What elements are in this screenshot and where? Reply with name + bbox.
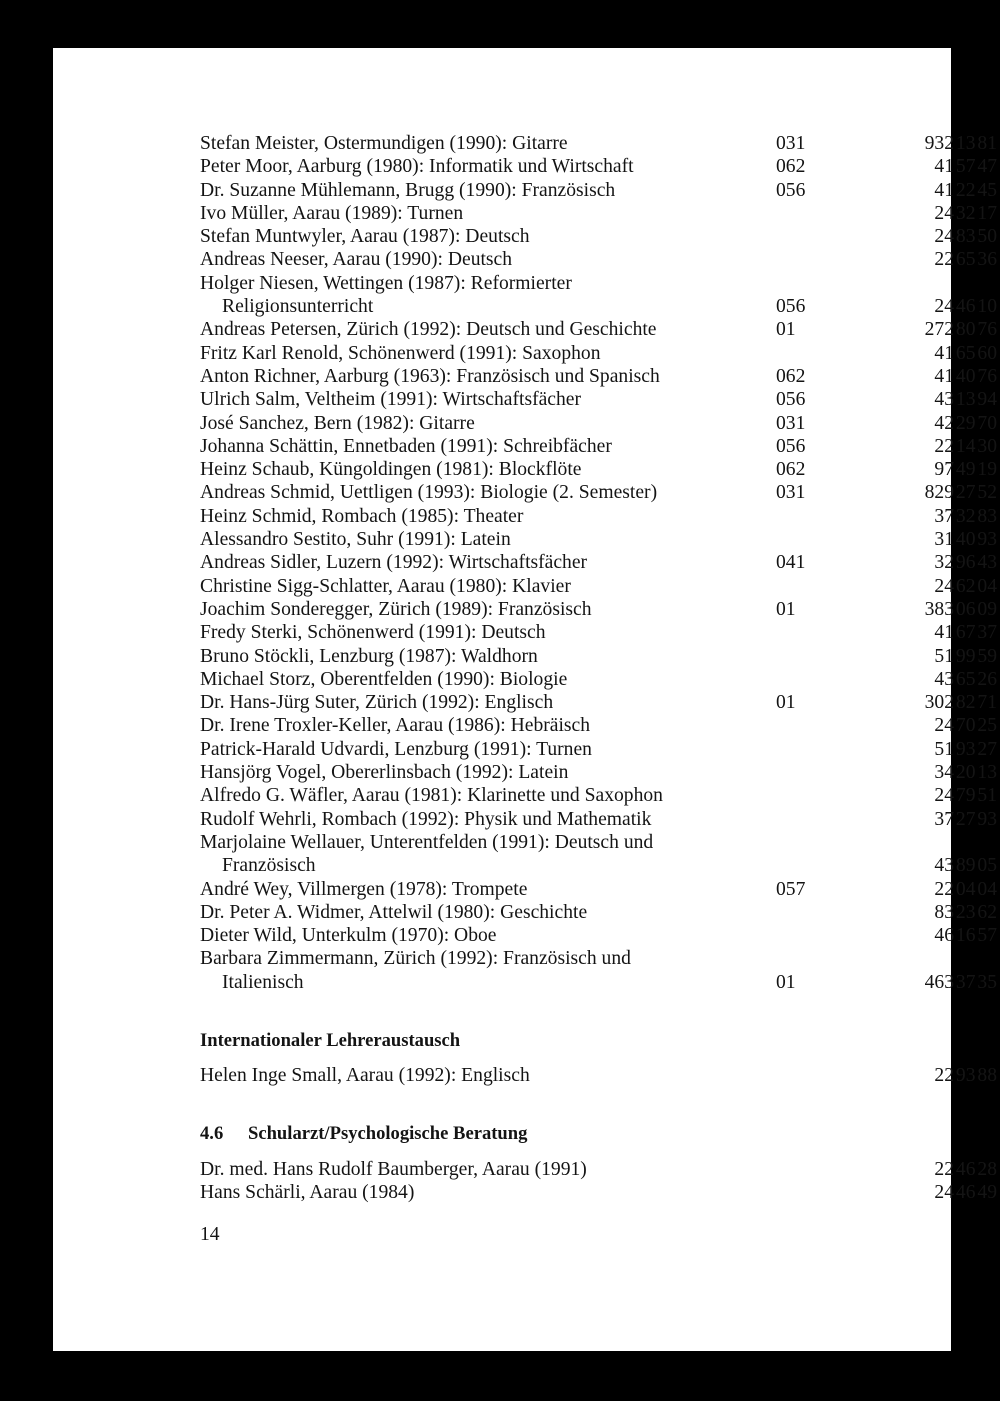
entry-text: Dr. Hans-Jürg Suter, Zürich (1992): Englisch	[200, 692, 554, 714]
entry-text: Holger Niesen, Wettingen (1987): Reformierter	[200, 272, 572, 294]
entry-text: Dr. Irene Troxler-Keller, Aarau (1986): Hebräisch	[200, 715, 591, 737]
entry-text: Alessandro Sestito, Suhr (1991): Latein	[200, 529, 511, 551]
phone-number: 383 06 09	[924, 598, 997, 620]
area-code: 031	[776, 133, 806, 154]
list-item	[200, 342, 997, 365]
phone-number: 24 62 04	[934, 575, 997, 597]
entry-text: Andreas Petersen, Zürich (1992): Deutsch und Geschichte	[200, 319, 657, 341]
phone-number: 22 04 04	[934, 878, 997, 900]
exchange-list	[200, 1064, 997, 1087]
area-code: 01	[776, 598, 796, 620]
entry-text: Stefan Meister, Ostermundigen (1990): Gitarre	[200, 133, 568, 154]
entry-text: Rudolf Wehrli, Rombach (1992): Physik und Mathematik	[200, 808, 652, 830]
list-item	[200, 691, 997, 714]
list-item	[200, 831, 900, 854]
entry-text: Hansjörg Vogel, Obererlinsbach (1992): Latein	[200, 762, 569, 784]
list-item	[200, 412, 997, 435]
phone-number: 83 23 62	[934, 901, 997, 923]
entry-text: Heinz Schmid, Rombach (1985): Theater	[200, 505, 524, 527]
phone-number: 51 93 27	[934, 738, 997, 760]
list-item	[200, 435, 997, 458]
phone-number: 22 65 36	[934, 249, 997, 271]
entry-text: Fredy Sterki, Schönenwerd (1991): Deutsch	[200, 622, 546, 644]
list-item	[200, 388, 997, 411]
phone-number: 24 70 25	[934, 715, 997, 737]
list-item	[200, 668, 997, 691]
entry-text: Johanna Schättin, Ennetbaden (1991): Schreibfächer	[200, 435, 612, 457]
phone-number: 829 27 52	[924, 482, 997, 504]
phone-number: 43 89 05	[934, 855, 997, 877]
phone-number: 302 82 71	[924, 692, 997, 714]
entry-text: Dr. Peter A. Widmer, Attelwil (1980): Geschichte	[200, 901, 588, 923]
list-item	[200, 505, 997, 528]
phone-number: 41 57 47	[934, 156, 997, 178]
document-page	[53, 48, 997, 1351]
phone-number: 46 16 57	[934, 925, 997, 947]
entry-text: Anton Richner, Aarburg (1963): Französisch und Spanisch	[200, 365, 660, 387]
list-item	[200, 551, 997, 574]
area-code: 056	[776, 389, 806, 411]
area-code: 041	[776, 552, 806, 574]
entry-text: Andreas Sidler, Luzern (1992): Wirtschaftsfächer	[200, 552, 588, 574]
entry-text: Bruno Stöckli, Lenzburg (1987): Waldhorn	[200, 645, 538, 667]
school-doctor-list	[200, 1158, 997, 1205]
list-item	[200, 714, 997, 737]
area-code: 01	[776, 319, 796, 341]
entry-text: Dieter Wild, Unterkulm (1970): Oboe	[200, 925, 497, 947]
entry-text: Heinz Schaub, Küngoldingen (1981): Blockflöte	[200, 459, 582, 481]
entry-text: André Wey, Villmergen (1978): Trompete	[200, 878, 528, 900]
entry-text: Peter Moor, Aarburg (1980): Informatik und Wirtschaft	[200, 156, 634, 178]
entry-text: Dr. Suzanne Mühlemann, Brugg (1990): Französisch	[200, 179, 616, 201]
list-item	[200, 225, 997, 248]
phone-number: 34 20 13	[934, 762, 997, 784]
list-item-continuation	[200, 854, 997, 877]
list-item	[200, 621, 997, 644]
phone-number: 42 29 70	[934, 412, 997, 434]
entry-text: Barbara Zimmermann, Zürich (1992): Französisch und	[200, 948, 631, 970]
list-item	[200, 575, 997, 598]
list-item-continuation	[200, 971, 997, 994]
entry-text: Alfredo G. Wäfler, Aarau (1981): Klarinette und Saxophon	[200, 785, 663, 807]
entry-text: Patrick-Harald Udvardi, Lenzburg (1991): Turnen	[200, 738, 592, 760]
list-item	[200, 645, 997, 668]
area-code: 056	[776, 435, 806, 457]
list-item	[200, 901, 997, 924]
entry-text: Christine Sigg-Schlatter, Aarau (1980): Klavier	[200, 575, 571, 597]
phone-number: 37 32 83	[934, 505, 997, 527]
entry-text: Stefan Muntwyler, Aarau (1987): Deutsch	[200, 226, 530, 248]
phone-number: 31 40 93	[934, 529, 997, 551]
phone-number: 272 80 76	[924, 319, 997, 341]
section-heading-exchange: Internationaler Lehreraustausch	[200, 1030, 461, 1051]
phone-number: 24 79 51	[934, 785, 997, 807]
entry-text: Ulrich Salm, Veltheim (1991): Wirtschaftsfächer	[200, 389, 582, 411]
entry-text: Fritz Karl Renold, Schönenwerd (1991): Saxophon	[200, 342, 601, 364]
phone-number: 43 13 94	[934, 389, 997, 411]
list-item	[200, 808, 997, 831]
phone-number: 41 65 60	[934, 342, 997, 364]
phone-number: 22 93 88	[934, 1065, 997, 1086]
entry-text-continuation: Religionsunterricht	[222, 296, 374, 318]
teacher-list	[200, 132, 997, 994]
list-item	[200, 248, 997, 271]
phone-number: 51 99 59	[934, 645, 997, 667]
entry-text: José Sanchez, Bern (1982): Gitarre	[200, 412, 475, 434]
list-item-continuation	[200, 295, 997, 318]
list-item	[200, 458, 997, 481]
area-code: 01	[776, 692, 796, 714]
phone-number: 41 67 37	[934, 622, 997, 644]
phone-number: 24 46 49	[934, 1182, 997, 1204]
list-item	[200, 738, 997, 761]
phone-number: 22 46 28	[934, 1159, 997, 1180]
list-item	[200, 179, 997, 202]
area-code: 062	[776, 365, 806, 387]
area-code: 031	[776, 482, 806, 504]
page-number: 14	[200, 1224, 220, 1245]
area-code: 031	[776, 412, 806, 434]
list-item	[200, 1158, 997, 1181]
phone-number: 24 83 50	[934, 226, 997, 248]
section-title: Schularzt/Psychologische Beratung	[248, 1123, 528, 1144]
list-item	[200, 202, 997, 225]
area-code: 056	[776, 296, 806, 318]
list-item	[200, 318, 997, 341]
list-item	[200, 365, 997, 388]
area-code: 062	[776, 459, 806, 481]
list-item	[200, 528, 997, 551]
phone-number: 41 22 45	[934, 179, 997, 201]
area-code: 01	[776, 971, 796, 993]
entry-text: Helen Inge Small, Aarau (1992): Englisch	[200, 1065, 530, 1086]
entry-text: Andreas Neeser, Aarau (1990): Deutsch	[200, 249, 513, 271]
phone-number: 37 27 93	[934, 808, 997, 830]
phone-number: 24 32 17	[934, 202, 997, 224]
entry-text: Joachim Sonderegger, Zürich (1989): Französisch	[200, 598, 592, 620]
phone-number: 932 13 81	[924, 133, 997, 154]
entry-text-continuation: Italienisch	[222, 971, 304, 993]
phone-number: 41 40 76	[934, 365, 997, 387]
entry-text: Ivo Müller, Aarau (1989): Turnen	[200, 202, 464, 224]
section-number: 4.6	[200, 1123, 224, 1144]
entry-text-continuation: Französisch	[222, 855, 316, 877]
list-item	[200, 1181, 997, 1204]
list-item	[200, 481, 997, 504]
list-item	[200, 598, 997, 621]
entry-text: Michael Storz, Oberentfelden (1990): Biologie	[200, 668, 568, 690]
phone-number: 97 49 19	[934, 459, 997, 481]
area-code: 057	[776, 878, 806, 900]
list-item	[200, 132, 997, 155]
phone-number: 22 14 30	[934, 435, 997, 457]
entry-text: Marjolaine Wellauer, Unterentfelden (1991): Deutsch und	[200, 831, 654, 853]
phone-number: 32 96 43	[934, 552, 997, 574]
section-heading-school-doctor	[200, 1123, 900, 1145]
list-item	[200, 924, 997, 947]
list-item	[200, 1064, 997, 1087]
list-item	[200, 272, 900, 295]
list-item	[200, 761, 997, 784]
list-item	[200, 784, 997, 807]
area-code: 062	[776, 156, 806, 178]
entry-text: Hans Schärli, Aarau (1984)	[200, 1182, 415, 1204]
phone-number: 24 46 10	[934, 296, 997, 318]
entry-text: Andreas Schmid, Uettligen (1993): Biologie (2. Semester)	[200, 482, 658, 504]
phone-number: 463 37 35	[924, 971, 997, 993]
phone-number: 43 65 26	[934, 668, 997, 690]
area-code: 056	[776, 179, 806, 201]
list-item	[200, 947, 900, 970]
entry-text: Dr. med. Hans Rudolf Baumberger, Aarau (1991)	[200, 1159, 587, 1180]
list-item	[200, 155, 997, 178]
list-item	[200, 878, 997, 901]
